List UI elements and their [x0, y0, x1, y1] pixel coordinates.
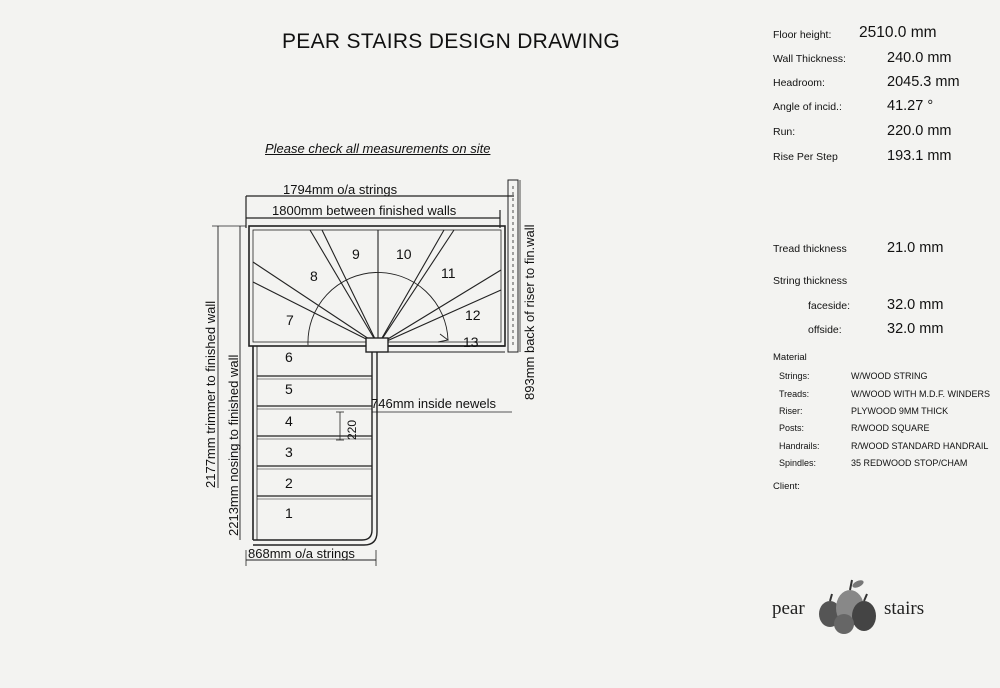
step-number: 2 [285, 475, 293, 491]
logo-text-left: pear [772, 598, 805, 619]
page-title: PEAR STAIRS DESIGN DRAWING [282, 30, 621, 53]
client-label: Client: [773, 481, 800, 492]
step-number: 10 [396, 246, 412, 262]
step-number: 6 [285, 349, 293, 365]
material-row-strings: Strings: W/WOOD STRING [779, 371, 928, 381]
step-number: 12 [465, 307, 481, 323]
material-row-spindles: Spindles: 35 REDWOOD STOP/CHAM [779, 458, 968, 468]
material-row-treads: Treads: W/WOOD WITH M.D.F. WINDERS [779, 389, 990, 399]
material-row-riser: Riser: PLYWOOD 9MM THICK [779, 406, 949, 416]
step-numbers [285, 246, 481, 521]
dim-nosing: 2213mm nosing to finished wall [226, 354, 241, 536]
dim-inside-newels: 746mm inside newels [371, 396, 497, 411]
design-drawing-page: PEAR STAIRS DESIGN DRAWING Please check all measurements on site 1794mm o/a strings 1800mm between finished walls 2177mm trimmer to finished wall 2213mm nosing to finished wall 893mm back of riser to fin.wall 746mm inside newels 220 868mm o/a strings 1 2 3 4 5 6 7 8 9 10 11 12 13 Floor height: 2510.0 mm Wall Thickness: 240.0 mm Headroom: 2045.3 mm Angle of incid.: 41.27 ° Run: 220.0 mm Rise Per Step 193.1 mm Tread thickness 21.0 mm String thickness faceside: 32.0 mm offside: 32.0 mm Material Strings: W/WOOD STRING Treads: W/WOOD WITH M.D.F. WINDERS Riser: PLYWOOD 9MM THICK Posts: R/WOOD SQUARE Handrails: R/WOOD STANDARD HANDRAIL Spindles: 35 REDWOOD STOP/CHAM Client: pear stairs [0, 0, 1000, 688]
step-number: 1 [285, 505, 293, 521]
dim-between-walls: 1800mm between finished walls [272, 203, 457, 218]
step-number: 4 [285, 413, 293, 429]
site-check-note: Please check all measurements on site [265, 141, 491, 156]
dim-oa-strings-top: 1794mm o/a strings [283, 182, 398, 197]
material-row-handrails: Handrails: R/WOOD STANDARD HANDRAIL [779, 441, 989, 451]
step-number: 3 [285, 444, 293, 460]
step-number: 5 [285, 381, 293, 397]
step-number: 7 [286, 312, 294, 328]
dim-oa-strings-bottom: 868mm o/a strings [248, 546, 355, 561]
dim-run-220: 220 [345, 419, 359, 440]
dim-riser: 893mm back of riser to fin.wall [522, 224, 537, 400]
dim-trimmer: 2177mm trimmer to finished wall [203, 300, 218, 488]
pears-icon [814, 568, 884, 638]
step-number: 13 [463, 334, 479, 350]
winder-landing-outline [249, 226, 505, 346]
material-heading: Material [773, 352, 807, 363]
step-number: 11 [441, 265, 456, 281]
step-number: 9 [352, 246, 360, 262]
step-number: 8 [310, 268, 318, 284]
logo-text-right: stairs [884, 598, 925, 619]
pear-stairs-logo [772, 568, 932, 638]
newel-post [366, 338, 388, 352]
material-row-posts: Posts: R/WOOD SQUARE [779, 423, 930, 433]
